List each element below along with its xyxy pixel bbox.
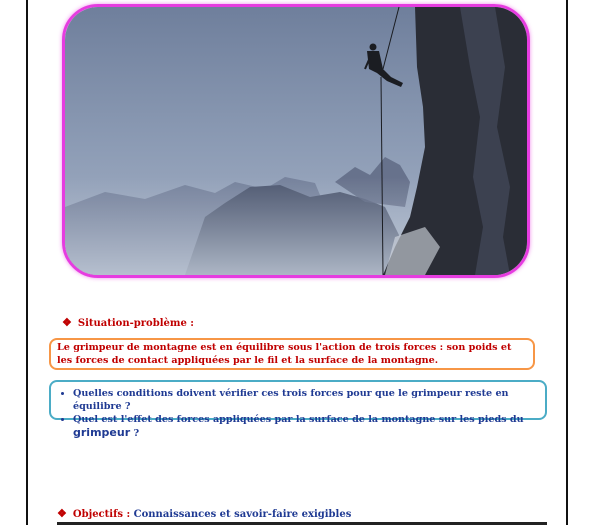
situation-problem-box [49, 338, 535, 370]
question-2-main: Quel est l'effet des forces appliquées par la surface de la montagne sur les pieds du [73, 414, 524, 425]
question-1: • Quelles conditions doivent vérifier ces trois forces pour que le grimpeur reste en équilibre ? [73, 387, 539, 413]
question-2-word: grimpeur [73, 426, 131, 439]
climber-photo-image [65, 7, 527, 275]
situation-heading-row [62, 316, 194, 329]
climber-photo [62, 4, 530, 278]
diamond-bullet-icon: ❖ [57, 507, 67, 520]
situation-text: Le grimpeur de montagne est en équilibre sous l'action de trois forces : son poids et les forces de contact appliquées par le fil et la surface de la montagne. [57, 342, 512, 366]
question-2 [73, 413, 539, 440]
page-border-left [26, 0, 28, 525]
question-2-end: ? [133, 428, 140, 439]
diamond-bullet-icon: ❖ [62, 316, 72, 329]
page-border-right [566, 0, 568, 525]
objectifs-subtitle: Connaissances et savoir-faire exigibles [133, 509, 352, 520]
questions-box [49, 380, 547, 439]
objectifs-row [57, 507, 351, 520]
objectifs-label: Objectifs : [72, 509, 131, 520]
situation-heading: Situation-problème : [77, 318, 194, 329]
questions-list [59, 387, 539, 440]
